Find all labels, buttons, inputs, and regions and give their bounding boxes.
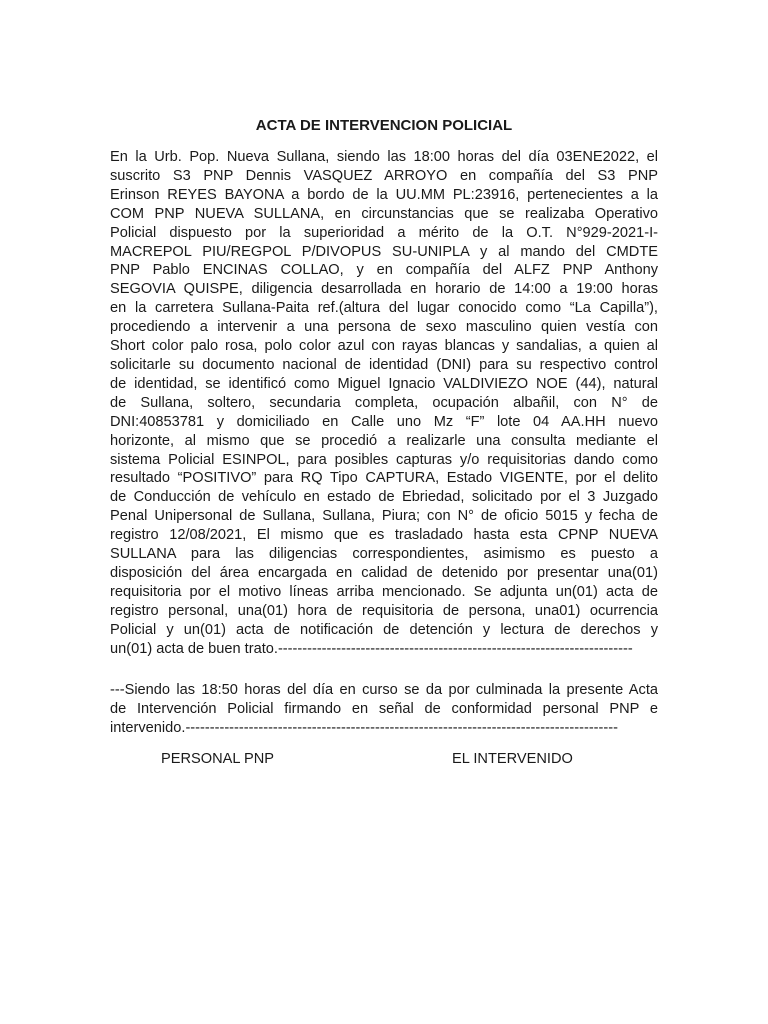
closing-paragraph — [110, 681, 658, 738]
paragraph-line: PNP Pablo ENCINAS COLLAO, y en compañía del ALFZ PNP Anthony — [110, 262, 658, 279]
paragraph-line: Policial dispuesto por la superioridad a mérito de la O.T. N°929-2021-I- — [110, 224, 658, 241]
paragraph-line: de identidad, se identificó como Miguel Ignacio VALDIVIEZO NOE (44), natural — [110, 375, 658, 392]
paragraph-line: Erinson REYES BAYONA a bordo de la UU.MM PL:23916, pertenecientes a la — [110, 186, 658, 203]
paragraph-line: En la Urb. Pop. Nueva Sullana, siendo las 18:00 horas del día 03ENE2022, el — [110, 149, 658, 165]
paragraph-line: un(01) acta de buen trato.------------------------------------------------------------------------- — [110, 640, 633, 657]
paragraph-line: registro 12/08/2021, El mismo que es trasladado hasta esta CPNP NUEVA — [110, 527, 658, 544]
paragraph-line: Penal Unipersonal de Sullana, Sullana, Piura; con N° de oficio 5015 y fecha de — [110, 508, 658, 525]
signature-block — [110, 750, 658, 770]
paragraph-line: ---Siendo las 18:50 horas del día en curso se da por culminada la presente Acta — [110, 682, 658, 698]
paragraph-line: de Sullana, soltero, secundaria completa, ocupación albañil, con N° de — [110, 394, 658, 411]
signature-personal-pnp: PERSONAL PNP — [161, 751, 275, 767]
paragraph-line: Policial y un(01) acta de notificación de detención y lectura de derechos y — [110, 621, 658, 638]
signature-intervenido: EL INTERVENIDO — [452, 751, 573, 767]
paragraph-line: en la carretera Sullana-Paita ref.(altura del lugar conocido como “La Capilla”), — [110, 300, 658, 317]
paragraph-line: horizonte, al mismo que se procedió a realizarle una consulta mediante el — [110, 432, 658, 449]
paragraph-line: MACREPOL PIU/REGPOL P/DIVOPUS SU-UNIPLA y al mando del CMDTE — [110, 243, 658, 260]
intervention-narrative-paragraph — [110, 148, 658, 658]
paragraph-line: de Conducción de vehículo en estado de Ebriedad, solicitado por el 3 Juzgado — [110, 489, 658, 506]
paragraph-line: resultado “POSITIVO” para RQ Tipo CAPTURA, Estado VIGENTE, por el delito — [110, 470, 658, 487]
paragraph-line: COM PNP NUEVA SULLANA, en circunstancias que se realizaba Operativo — [110, 205, 658, 222]
paragraph-line: DNI:40853781 y domiciliado en Calle uno Mz “F” lote 04 AA.HH nuevo — [110, 413, 658, 430]
paragraph-line: intervenido.----------------------------------------------------------------------------------------- — [110, 719, 618, 736]
paragraph-line: sistema Policial ESINPOL, para posibles capturas y/o requisitorias dando como — [110, 451, 658, 468]
paragraph-line: registro personal, una(01) hora de requisitoria de persona, una01) ocurrencia — [110, 602, 658, 619]
paragraph-line: disposición del área encargada en calidad de detenido por presentar una(01) — [110, 564, 658, 581]
paragraph-line: SULLANA para las diligencias correspondientes, asimismo es puesto a — [110, 546, 658, 563]
document-title: ACTA DE INTERVENCION POLICIAL — [255, 117, 513, 134]
paragraph-line: SEGOVIA QUISPE, diligencia desarrollada en horario de 14:00 a 19:00 horas — [110, 281, 658, 298]
paragraph-line: solicitarle su documento nacional de identidad (DNI) para su respectivo control — [110, 356, 658, 373]
paragraph-line: Short color palo rosa, polo color azul con rayas blancas y sandalias, a quien al — [110, 338, 658, 355]
paragraph-line: suscrito S3 PNP Dennis VASQUEZ ARROYO en compañía del S3 PNP — [110, 167, 658, 184]
paragraph-line: procediendo a intervenir a una persona de sexo masculino quien vestía con — [110, 319, 658, 336]
paragraph-line: de Intervención Policial firmando en señal de conformidad personal PNP e — [110, 700, 658, 717]
paragraph-line: requisitoria por el motivo líneas arriba mencionado. Se adjunta un(01) acta de — [110, 583, 658, 600]
